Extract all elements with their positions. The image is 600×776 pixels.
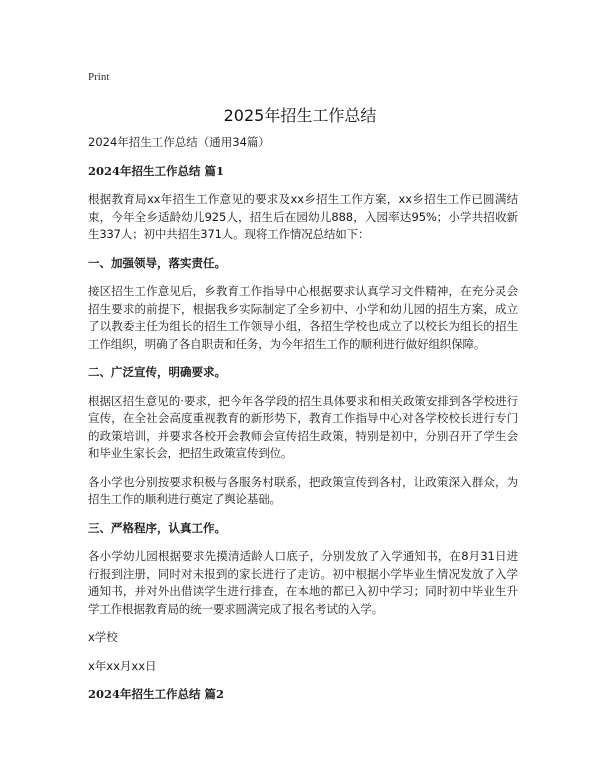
part1-paragraph: 接区招生工作意见后，乡教育工作指导中心根据要求认真学习文件精神，在充分灵会招生要求的前提下，根据我乡实际制定了全乡初中、小学和幼儿园的招生方案，成立了以教委主任为组长的招生工作领导小组，各招生学校也成立了以校长为组长的招生工作组织，明确了各自职责和任务，为今年招生工作的顺利进行做好组织保障。 [88, 284, 518, 351]
part3-paragraph: 各小学幼儿园根据要求先摸清适龄人口底子，分别发放了入学通知书，在8月31日进行报到注册，同时对未报到的家长进行了走访。初中根据小学毕业生情况发放了入学通知书，并对外出借读学生进行排查，在本地的都已入初中学习；同时初中毕业生升学工作根据教育局的统一要求圆满完成了报名考试的入学。 [88, 549, 518, 616]
part2-paragraph-2: 各小学也分别按要求积极与各服务村联系，把政策宣传到各村，让政策深入群众，为招生工作的顺利进行奠定了舆论基础。 [88, 474, 518, 506]
part2-paragraph-1: 根据区招生意见的·要求，把今年各学段的招生具体要求和相关政策安排到各学校进行宣传，在全社会高度重视教育的新形势下，教育工作指导中心对各学校校长进行专门的政策培训，并要求各校开会教师会宣传招生政策，特别是初中，分别召开了学生会和毕业生家长会，把招生政策宣传到位。 [88, 393, 518, 460]
part1-heading: 一、加强领导，落实责任。 [88, 255, 226, 270]
intro-paragraph: 根据教育局xx年招生工作意见的要求及xx乡招生工作方案，xx乡招生工作已圆满结束，今年全乡适龄幼儿925人，招生后在园幼儿888，入园率达95%；小学共招收新生337人；初中共招生371人。现将工作情况总结如下： [88, 192, 518, 241]
part3-heading: 三、严格程序，认真工作。 [88, 520, 226, 535]
part2-heading: 二、广泛宣传，明确要求。 [88, 365, 226, 379]
section-heading-2: 2024年招生工作总结 篇2 [88, 687, 225, 701]
print-link[interactable]: Print [88, 71, 110, 83]
document-body [88, 134, 518, 715]
document-subtitle: 2024年招生工作总结（通用34篇） [88, 135, 270, 149]
section-heading-1: 2024年招生工作总结 篇1 [88, 163, 225, 178]
page-title: 2025年招生工作总结 [223, 106, 377, 125]
signature-date: x年xx月xx日 [88, 658, 157, 673]
signature-school: x学校 [88, 630, 118, 644]
